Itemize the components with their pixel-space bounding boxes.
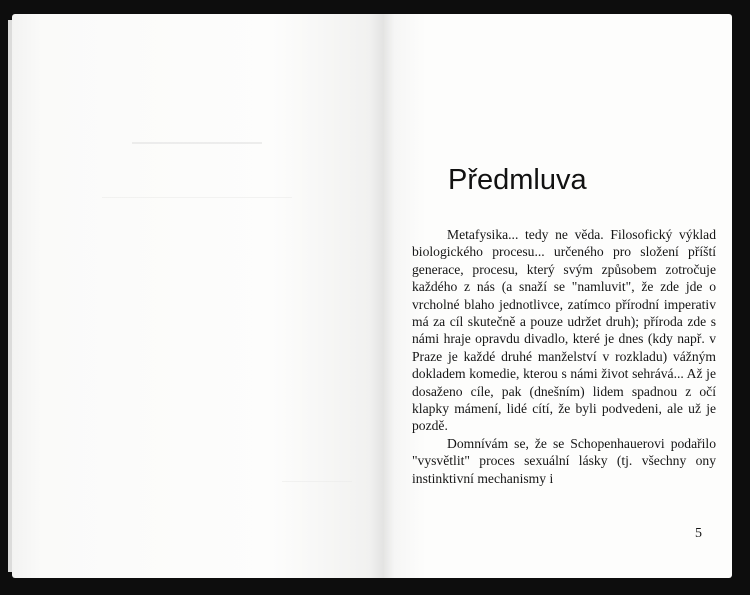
show-through-text: [102, 192, 292, 202]
left-page: [12, 14, 384, 578]
show-through-text: [282, 476, 352, 486]
paragraph: Domnívám se, že se Schopenhauerovi podařilo "vysvětlit" proces sexuální lásky (tj. všechny ony instinktivní mechanismy i: [412, 435, 716, 486]
show-through-text: [132, 136, 262, 150]
open-book: [12, 14, 732, 578]
body-text: [412, 226, 716, 487]
right-page: [384, 14, 732, 578]
chapter-heading: Předmluva: [448, 164, 587, 196]
page-number: 5: [695, 526, 702, 541]
paragraph: Metafysika... tedy ne věda. Filosofický výklad biologického procesu... určeného pro složení příští generace, procesu, který svým způsobem zotročuje každého z nás (a snaží se "namluvit", že zde jde o vrcholné blaho jednotlivce, zatímco přírodní imperativ má za cíl skutečně a pouze udržet druh); příroda zde s námi hraje opravdu divadlo, které je dnes (kdy např. v Praze je každé druhé manželství v rozkladu) vážným dokladem komedie, kterou s námi život sehrává... Až je dosaženo cíle, pak (dnešním) lidem spadnou z očí klapky mámení, lidé cítí, že byli podvedeni, ale už je pozdě.: [412, 227, 716, 434]
